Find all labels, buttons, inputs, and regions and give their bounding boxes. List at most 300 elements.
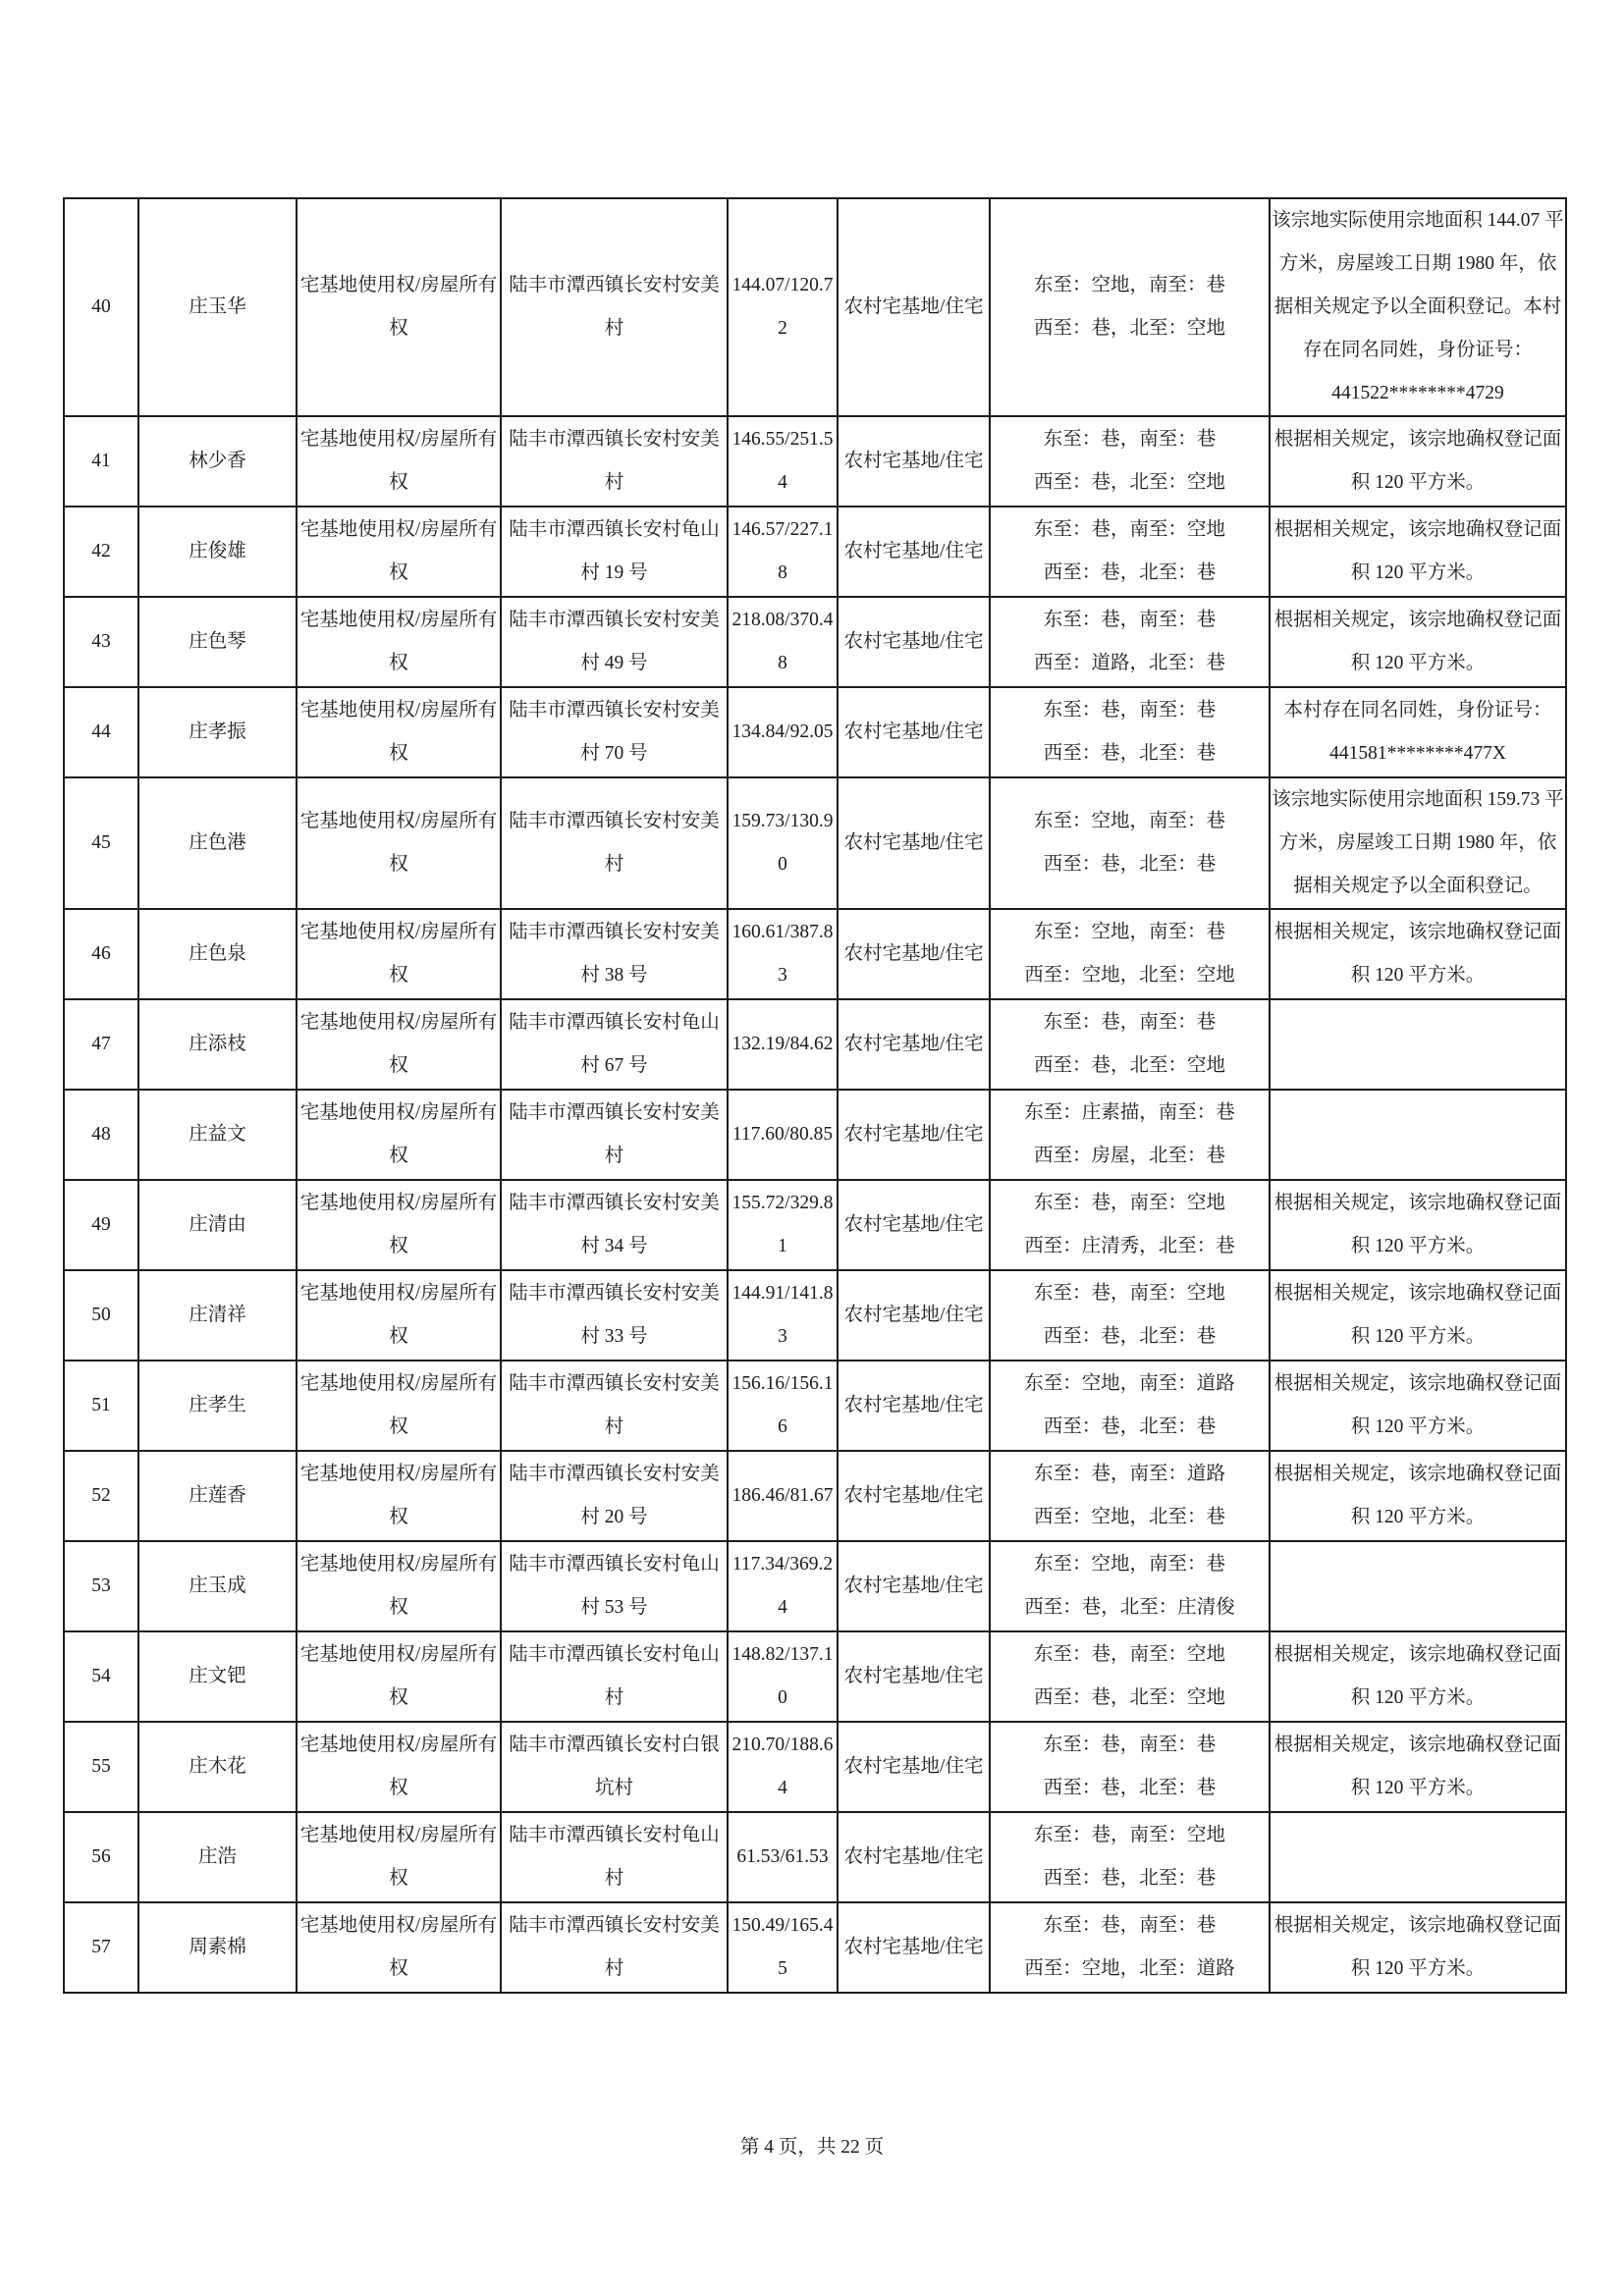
table-row — [64, 597, 1566, 687]
boundary-east-south: 东至：巷，南至：空地 — [1033, 1283, 1225, 1304]
boundary-cell — [990, 198, 1270, 416]
right-type: 宅基地使用权/房屋所有权 — [299, 1644, 498, 1708]
table-row — [64, 1270, 1566, 1361]
right-type: 宅基地使用权/房屋所有权 — [299, 1012, 498, 1076]
land-use: 农村宅基地/住宅 — [843, 721, 984, 742]
remark-cell — [1270, 1722, 1566, 1812]
boundary-cell — [990, 999, 1270, 1090]
holder-name: 庄文钯 — [189, 1666, 246, 1686]
right-type-cell — [297, 1180, 501, 1270]
location-cell — [501, 1541, 728, 1631]
land-use: 农村宅基地/住宅 — [843, 1395, 984, 1415]
row-number: 50 — [91, 1305, 111, 1325]
land-use-cell — [838, 687, 990, 777]
remark-cell — [1270, 1270, 1566, 1361]
right-type: 宅基地使用权/房屋所有权 — [299, 811, 498, 875]
area-value: 146.55/251.54 — [731, 429, 834, 493]
remark: 根据相关规定，该宗地确权登记面积 120 平方米。 — [1273, 610, 1562, 673]
land-use: 农村宅基地/住宅 — [843, 1937, 984, 1957]
land-use: 农村宅基地/住宅 — [843, 1575, 984, 1596]
row-number-cell — [64, 1722, 138, 1812]
land-use: 农村宅基地/住宅 — [843, 943, 984, 964]
row-number-cell — [64, 687, 138, 777]
boundary-cell — [990, 909, 1270, 999]
boundary-cell — [990, 1270, 1270, 1361]
land-use: 农村宅基地/住宅 — [843, 832, 984, 853]
area-cell — [728, 1451, 838, 1541]
boundary-east-south: 东至：巷，南至：道路 — [1033, 1464, 1225, 1484]
area-cell — [728, 909, 838, 999]
boundary-cell — [990, 1902, 1270, 1993]
remark-cell — [1270, 909, 1566, 999]
boundary-cell — [990, 416, 1270, 507]
row-number: 40 — [91, 296, 111, 317]
row-number-cell — [64, 1090, 138, 1180]
right-type-cell — [297, 1631, 501, 1722]
boundary-cell — [990, 1090, 1270, 1180]
boundary-cell — [990, 687, 1270, 777]
holder-name: 周素棉 — [189, 1937, 246, 1957]
row-number: 45 — [91, 832, 111, 853]
area-cell — [728, 1902, 838, 1993]
row-number: 46 — [91, 943, 111, 964]
row-number: 56 — [91, 1846, 111, 1867]
page-number-text: 第 4 页，共 22 页 — [739, 2137, 885, 2158]
land-use-cell — [838, 1451, 990, 1541]
holder-name: 庄色港 — [189, 832, 246, 853]
boundary-cell — [990, 777, 1270, 909]
remark: 根据相关规定，该宗地确权登记面积 120 平方米。 — [1273, 1464, 1562, 1527]
area-cell — [728, 1631, 838, 1722]
area-value: 132.19/84.62 — [731, 1034, 834, 1054]
row-number: 48 — [91, 1124, 111, 1145]
holder-name-cell — [138, 1361, 297, 1451]
location: 陆丰市潭西镇长安村安美村 — [509, 275, 720, 339]
area-cell — [728, 777, 838, 909]
table-row — [64, 909, 1566, 999]
location-cell — [501, 198, 728, 416]
location-cell — [501, 1180, 728, 1270]
location-cell — [501, 777, 728, 909]
remark: 根据相关规定，该宗地确权登记面积 120 平方米。 — [1273, 1735, 1562, 1798]
boundary-west-north: 西至：空地，北至：空地 — [1024, 965, 1235, 986]
location-cell — [501, 597, 728, 687]
remark: 根据相关规定，该宗地确权登记面积 120 平方米。 — [1273, 1373, 1562, 1437]
holder-name-cell — [138, 1270, 297, 1361]
holder-name: 庄色琴 — [189, 631, 246, 652]
table-row — [64, 507, 1566, 597]
location: 陆丰市潭西镇长安村安美村 38 号 — [509, 922, 720, 986]
area-value: 134.84/92.05 — [731, 721, 834, 742]
remark: 该宗地实际使用宗地面积 159.73 平方米，房屋竣工日期 1980 年，依据相关规定予以全面积登记。 — [1272, 789, 1564, 896]
remark: 根据相关规定，该宗地确权登记面积 120 平方米。 — [1273, 1193, 1562, 1256]
remark: 本村存在同名同姓，身份证号：441581********477X — [1283, 700, 1552, 764]
location-cell — [501, 999, 728, 1090]
holder-name-cell — [138, 1180, 297, 1270]
area-value: 210.70/188.64 — [731, 1735, 834, 1798]
location: 陆丰市潭西镇长安村安美村 20 号 — [509, 1464, 720, 1527]
property-registration-table — [63, 197, 1567, 1994]
boundary-east-south: 东至：空地，南至：道路 — [1024, 1373, 1235, 1394]
right-type-cell — [297, 507, 501, 597]
holder-name-cell — [138, 687, 297, 777]
area-value: 146.57/227.18 — [731, 519, 834, 583]
remark: 根据相关规定，该宗地确权登记面积 120 平方米。 — [1273, 922, 1562, 986]
area-value: 156.16/156.16 — [731, 1373, 834, 1437]
table-row — [64, 1361, 1566, 1451]
boundary-west-north: 西至：巷，北至：空地 — [1033, 472, 1225, 493]
location: 陆丰市潭西镇长安村安美村 33 号 — [509, 1283, 720, 1347]
row-number-cell — [64, 416, 138, 507]
land-use-cell — [838, 597, 990, 687]
boundary-east-south: 东至：巷，南至：空地 — [1033, 1644, 1225, 1665]
holder-name-cell — [138, 909, 297, 999]
holder-name-cell — [138, 777, 297, 909]
right-type: 宅基地使用权/房屋所有权 — [299, 1825, 498, 1889]
holder-name-cell — [138, 1631, 297, 1722]
location-cell — [501, 1270, 728, 1361]
holder-name: 庄孝生 — [189, 1395, 246, 1415]
row-number: 52 — [91, 1485, 111, 1506]
location: 陆丰市潭西镇长安村龟山村 — [509, 1825, 720, 1889]
location: 陆丰市潭西镇长安村安美村 — [509, 1102, 720, 1166]
land-use-cell — [838, 1631, 990, 1722]
row-number: 54 — [91, 1666, 111, 1686]
boundary-west-north: 西至：巷，北至：巷 — [1043, 1778, 1217, 1798]
row-number-cell — [64, 198, 138, 416]
holder-name: 庄色泉 — [189, 943, 246, 964]
boundary-west-north: 西至：空地，北至：道路 — [1024, 1958, 1235, 1979]
land-use-cell — [838, 507, 990, 597]
row-number: 51 — [91, 1395, 111, 1415]
remark-cell — [1270, 1812, 1566, 1902]
area-cell — [728, 597, 838, 687]
right-type-cell — [297, 1541, 501, 1631]
row-number-cell — [64, 1270, 138, 1361]
boundary-west-north: 西至：庄清秀，北至：巷 — [1024, 1236, 1235, 1256]
right-type: 宅基地使用权/房屋所有权 — [299, 1373, 498, 1437]
land-use-cell — [838, 777, 990, 909]
holder-name: 庄添枝 — [189, 1034, 246, 1054]
row-number-cell — [64, 1361, 138, 1451]
right-type-cell — [297, 1722, 501, 1812]
row-number: 57 — [91, 1937, 111, 1957]
row-number: 42 — [91, 541, 111, 561]
right-type: 宅基地使用权/房屋所有权 — [299, 1735, 498, 1798]
table-row — [64, 1090, 1566, 1180]
area-value: 155.72/329.81 — [731, 1193, 834, 1256]
land-use-cell — [838, 1541, 990, 1631]
area-cell — [728, 1090, 838, 1180]
land-use: 农村宅基地/住宅 — [843, 541, 984, 561]
land-use-cell — [838, 198, 990, 416]
table-row — [64, 1451, 1566, 1541]
land-use: 农村宅基地/住宅 — [843, 1756, 984, 1777]
remark-cell — [1270, 1180, 1566, 1270]
area-cell — [728, 1270, 838, 1361]
row-number-cell — [64, 1902, 138, 1993]
land-use: 农村宅基地/住宅 — [843, 296, 984, 317]
table-row — [64, 1541, 1566, 1631]
area-cell — [728, 416, 838, 507]
holder-name: 庄莲香 — [189, 1485, 246, 1506]
location: 陆丰市潭西镇长安村安美村 — [509, 1915, 720, 1979]
area-value: 61.53/61.53 — [736, 1846, 829, 1867]
location: 陆丰市潭西镇长安村安美村 — [509, 429, 720, 493]
table-row — [64, 1812, 1566, 1902]
holder-name-cell — [138, 999, 297, 1090]
holder-name-cell — [138, 597, 297, 687]
table-row — [64, 1722, 1566, 1812]
location-cell — [501, 1722, 728, 1812]
remark: 根据相关规定，该宗地确权登记面积 120 平方米。 — [1273, 1915, 1562, 1979]
location: 陆丰市潭西镇长安村安美村 — [509, 1373, 720, 1437]
right-type: 宅基地使用权/房屋所有权 — [299, 1915, 498, 1979]
boundary-east-south: 东至：空地，南至：巷 — [1033, 811, 1225, 831]
holder-name-cell — [138, 416, 297, 507]
area-cell — [728, 507, 838, 597]
holder-name: 庄清由 — [189, 1214, 246, 1235]
table-row — [64, 687, 1566, 777]
right-type: 宅基地使用权/房屋所有权 — [299, 429, 498, 493]
location-cell — [501, 416, 728, 507]
row-number-cell — [64, 597, 138, 687]
right-type-cell — [297, 1361, 501, 1451]
remark-cell — [1270, 1541, 1566, 1631]
area-value: 144.91/141.83 — [731, 1283, 834, 1347]
row-number: 55 — [91, 1756, 111, 1777]
location: 陆丰市潭西镇长安村龟山村 67 号 — [509, 1012, 720, 1076]
location-cell — [501, 1451, 728, 1541]
boundary-cell — [990, 597, 1270, 687]
row-number: 49 — [91, 1214, 111, 1235]
land-use-cell — [838, 1812, 990, 1902]
right-type-cell — [297, 597, 501, 687]
holder-name-cell — [138, 198, 297, 416]
land-use: 农村宅基地/住宅 — [843, 1485, 984, 1506]
land-use: 农村宅基地/住宅 — [843, 1124, 984, 1145]
area-value: 218.08/370.48 — [731, 610, 834, 673]
remark-cell — [1270, 1631, 1566, 1722]
row-number: 43 — [91, 631, 111, 652]
location: 陆丰市潭西镇长安村龟山村 — [509, 1644, 720, 1708]
remark: 根据相关规定，该宗地确权登记面积 120 平方米。 — [1273, 1283, 1562, 1347]
row-number-cell — [64, 1541, 138, 1631]
boundary-east-south: 东至：巷，南至：巷 — [1043, 700, 1217, 721]
right-type: 宅基地使用权/房屋所有权 — [299, 922, 498, 986]
holder-name: 庄孝振 — [189, 721, 246, 742]
boundary-east-south: 东至：巷，南至：巷 — [1043, 1735, 1217, 1755]
table-row — [64, 198, 1566, 416]
location: 陆丰市潭西镇长安村安美村 34 号 — [509, 1193, 720, 1256]
boundary-west-north: 西至：道路，北至：巷 — [1033, 653, 1225, 673]
right-type-cell — [297, 1270, 501, 1361]
area-value: 117.34/369.24 — [731, 1554, 834, 1618]
area-cell — [728, 1541, 838, 1631]
boundary-west-north: 西至：巷，北至：巷 — [1043, 1868, 1217, 1889]
right-type-cell — [297, 198, 501, 416]
remark-cell — [1270, 777, 1566, 909]
right-type-cell — [297, 999, 501, 1090]
right-type-cell — [297, 1451, 501, 1541]
right-type-cell — [297, 416, 501, 507]
boundary-cell — [990, 1631, 1270, 1722]
location-cell — [501, 687, 728, 777]
location: 陆丰市潭西镇长安村安美村 49 号 — [509, 610, 720, 673]
row-number: 53 — [91, 1575, 111, 1596]
boundary-east-south: 东至：巷，南至：巷 — [1043, 610, 1217, 630]
boundary-east-south: 东至：庄素描，南至：巷 — [1024, 1102, 1235, 1123]
table-row — [64, 1631, 1566, 1722]
land-use-cell — [838, 909, 990, 999]
holder-name-cell — [138, 1451, 297, 1541]
table-row — [64, 1902, 1566, 1993]
boundary-east-south: 东至：巷，南至：巷 — [1043, 1012, 1217, 1033]
right-type: 宅基地使用权/房屋所有权 — [299, 1554, 498, 1618]
boundary-west-north: 西至：巷，北至：巷 — [1043, 854, 1217, 875]
boundary-west-north: 西至：房屋，北至：巷 — [1033, 1146, 1225, 1166]
location-cell — [501, 507, 728, 597]
holder-name: 庄玉华 — [189, 296, 246, 317]
holder-name-cell — [138, 507, 297, 597]
boundary-west-north: 西至：空地，北至：巷 — [1033, 1507, 1225, 1527]
boundary-east-south: 东至：空地，南至：巷 — [1033, 1554, 1225, 1575]
boundary-cell — [990, 507, 1270, 597]
land-use-cell — [838, 1270, 990, 1361]
row-number-cell — [64, 777, 138, 909]
boundary-west-north: 西至：巷，北至：巷 — [1043, 1326, 1217, 1347]
land-use-cell — [838, 999, 990, 1090]
land-use: 农村宅基地/住宅 — [843, 1846, 984, 1867]
boundary-east-south: 东至：巷，南至：空地 — [1033, 1193, 1225, 1213]
remark: 该宗地实际使用宗地面积 144.07 平方米，房屋竣工日期 1980 年，依据相关规定予以全面积登记。本村存在同名同姓，身份证号：441522********4729 — [1272, 210, 1564, 403]
holder-name-cell — [138, 1722, 297, 1812]
area-value: 160.61/387.83 — [731, 922, 834, 986]
land-use-cell — [838, 1361, 990, 1451]
right-type-cell — [297, 909, 501, 999]
land-use-cell — [838, 416, 990, 507]
boundary-cell — [990, 1361, 1270, 1451]
land-use: 农村宅基地/住宅 — [843, 1034, 984, 1054]
boundary-west-north: 西至：巷，北至：巷 — [1043, 1416, 1217, 1437]
boundary-west-north: 西至：巷，北至：巷 — [1043, 743, 1217, 764]
location: 陆丰市潭西镇长安村龟山村 53 号 — [509, 1554, 720, 1618]
row-number: 44 — [91, 721, 111, 742]
row-number: 41 — [91, 451, 111, 471]
right-type: 宅基地使用权/房屋所有权 — [299, 519, 498, 583]
row-number-cell — [64, 507, 138, 597]
holder-name-cell — [138, 1812, 297, 1902]
remark-cell — [1270, 687, 1566, 777]
right-type: 宅基地使用权/房屋所有权 — [299, 275, 498, 339]
row-number-cell — [64, 1812, 138, 1902]
area-cell — [728, 687, 838, 777]
holder-name-cell — [138, 1090, 297, 1180]
remark-cell — [1270, 416, 1566, 507]
land-use: 农村宅基地/住宅 — [843, 451, 984, 471]
holder-name: 庄清祥 — [189, 1305, 246, 1325]
boundary-cell — [990, 1812, 1270, 1902]
holder-name: 庄木花 — [189, 1756, 246, 1777]
right-type-cell — [297, 1902, 501, 1993]
remark-cell — [1270, 597, 1566, 687]
right-type-cell — [297, 1090, 501, 1180]
right-type-cell — [297, 777, 501, 909]
location-cell — [501, 1902, 728, 1993]
holder-name-cell — [138, 1541, 297, 1631]
remark-cell — [1270, 507, 1566, 597]
boundary-cell — [990, 1180, 1270, 1270]
area-value: 117.60/80.85 — [731, 1124, 834, 1145]
land-use: 农村宅基地/住宅 — [843, 1305, 984, 1325]
area-cell — [728, 1361, 838, 1451]
boundary-east-south: 东至：巷，南至：巷 — [1043, 1915, 1217, 1936]
table-row — [64, 1180, 1566, 1270]
row-number-cell — [64, 1631, 138, 1722]
land-use: 农村宅基地/住宅 — [843, 1214, 984, 1235]
boundary-east-south: 东至：巷，南至：空地 — [1033, 1825, 1225, 1845]
row-number-cell — [64, 1180, 138, 1270]
right-type: 宅基地使用权/房屋所有权 — [299, 1193, 498, 1256]
boundary-west-north: 西至：巷，北至：空地 — [1033, 1687, 1225, 1708]
right-type-cell — [297, 1812, 501, 1902]
land-use-cell — [838, 1180, 990, 1270]
right-type: 宅基地使用权/房屋所有权 — [299, 1102, 498, 1166]
location-cell — [501, 1090, 728, 1180]
table-body — [64, 198, 1566, 1993]
remark-cell — [1270, 1090, 1566, 1180]
row-number-cell — [64, 1451, 138, 1541]
land-use-cell — [838, 1722, 990, 1812]
remark-cell — [1270, 1451, 1566, 1541]
location-cell — [501, 1361, 728, 1451]
location: 陆丰市潭西镇长安村白银坑村 — [509, 1735, 720, 1798]
area-value: 148.82/137.10 — [731, 1644, 834, 1708]
boundary-west-north: 西至：巷，北至：庄清俊 — [1024, 1597, 1235, 1618]
boundary-east-south: 东至：空地，南至：巷 — [1033, 922, 1225, 942]
remark: 根据相关规定，该宗地确权登记面积 120 平方米。 — [1273, 519, 1562, 583]
table-row — [64, 416, 1566, 507]
page-footer — [0, 2126, 1624, 2169]
area-cell — [728, 1812, 838, 1902]
area-value: 150.49/165.45 — [731, 1915, 834, 1979]
boundary-west-north: 西至：巷，北至：空地 — [1033, 318, 1225, 339]
area-value: 144.07/120.72 — [731, 275, 834, 339]
right-type-cell — [297, 687, 501, 777]
location: 陆丰市潭西镇长安村安美村 — [509, 811, 720, 875]
boundary-east-south: 东至：巷，南至：空地 — [1033, 519, 1225, 540]
right-type: 宅基地使用权/房屋所有权 — [299, 1464, 498, 1527]
area-value: 159.73/130.90 — [731, 811, 834, 875]
right-type: 宅基地使用权/房屋所有权 — [299, 1283, 498, 1347]
holder-name: 庄玉成 — [189, 1575, 246, 1596]
holder-name: 林少香 — [189, 451, 246, 471]
table-row — [64, 777, 1566, 909]
boundary-east-south: 东至：巷，南至：巷 — [1043, 429, 1217, 450]
area-cell — [728, 1180, 838, 1270]
holder-name: 庄俊雄 — [189, 541, 246, 561]
row-number-cell — [64, 999, 138, 1090]
area-cell — [728, 1722, 838, 1812]
remark-cell — [1270, 999, 1566, 1090]
boundary-west-north: 西至：巷，北至：空地 — [1033, 1055, 1225, 1076]
remark-cell — [1270, 1902, 1566, 1993]
boundary-cell — [990, 1722, 1270, 1812]
right-type: 宅基地使用权/房屋所有权 — [299, 610, 498, 673]
remark: 根据相关规定，该宗地确权登记面积 120 平方米。 — [1273, 1644, 1562, 1708]
area-value: 186.46/81.67 — [731, 1485, 834, 1506]
land-use-cell — [838, 1090, 990, 1180]
